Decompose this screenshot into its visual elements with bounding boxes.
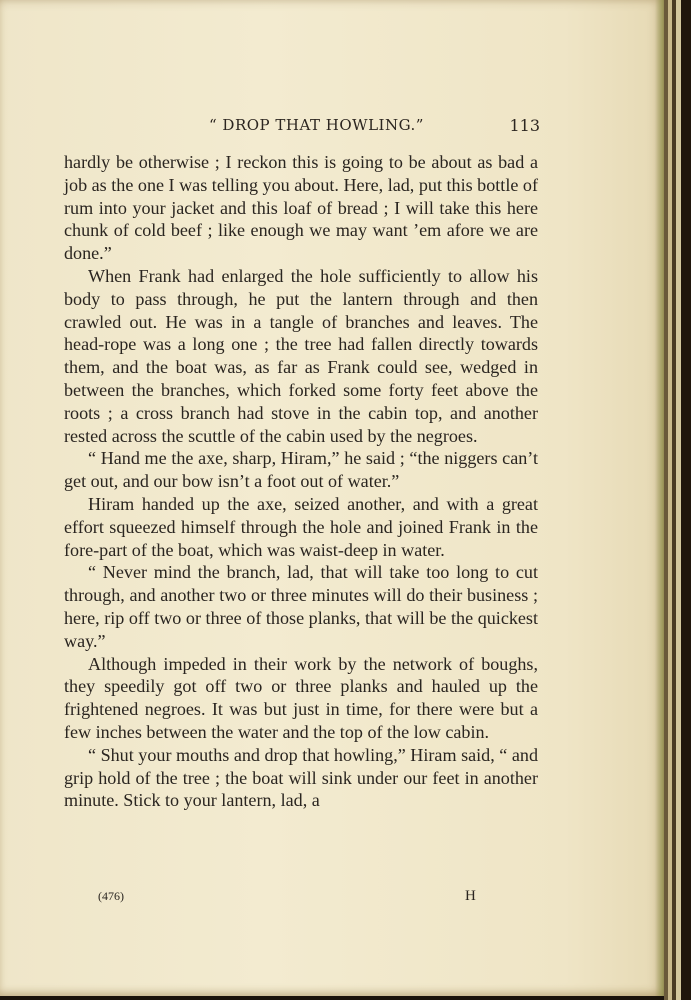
body-text [64, 151, 538, 812]
paragraph: Although impeded in their work by the network of boughs, they speedily got off two or three planks and hauled up the frightened negroes. It was but just in time, for there were but a few inches between the water and the top of the low cabin. [64, 653, 538, 742]
page-number: 113 [509, 116, 540, 135]
book-spine-shadow [681, 0, 691, 1000]
paragraph: Hiram handed up the axe, seized another, and with a great effort squeezed himself through the hole and joined Frank in the fore-part of the boat, which was waist-deep in water. [64, 493, 538, 560]
paragraph: “ Hand me the axe, sharp, Hiram,” he said ; “the niggers can’t get out, and our bow isn’t a foot out of water.” [64, 448, 538, 492]
running-title: “ DROP THAT HOWLING.” [209, 116, 424, 134]
signature-letter: H [465, 888, 476, 904]
paragraph: “ Shut your mouths and drop that howling,” Hiram said, “ and grip hold of the tree ; the boat will sink under our feet in another minute. Stick to your lantern, lad, a [64, 744, 538, 811]
paragraph: hardly be otherwise ; I reckon this is going to be about as bad a job as the one I was telling you about. Here, lad, put this bottle of rum into your jacket and this loaf of bread ; I will take this here chunk of cold beef ; like enough we may want ’em afore we are done.” [64, 152, 538, 264]
running-head [64, 116, 540, 136]
paragraph: “ Never mind the branch, lad, that will take too long to cut through, and another two or three minutes will do their business ; here, rip off two or three of those planks, that will be the quickest way.” [64, 562, 538, 651]
signature-mark: (476) [98, 889, 124, 903]
paragraph: When Frank had enlarged the hole sufficiently to allow his body to pass through, he put the lantern through and then crawled out. He was in a tangle of branches and leaves. The head-rope was a long one ; the tree had fallen directly towards them, and the boat was, as far as Frank could see, wedged in between the branches, which forked some forty feet above the roots ; a cross branch had stove in the cabin top, and another rested across the scuttle of the cabin used by the negroes. [64, 265, 538, 446]
